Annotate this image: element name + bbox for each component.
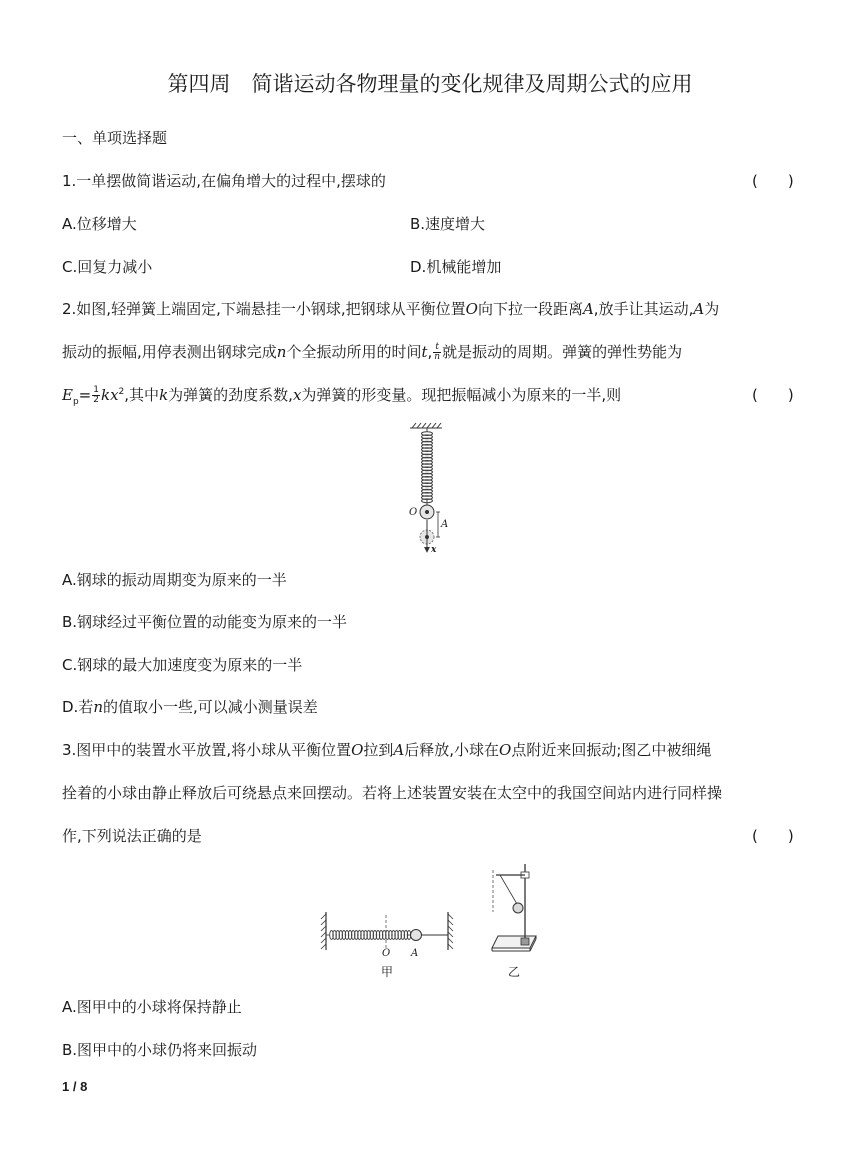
fraction-t-over-n: $\frac{t}{n}$ xyxy=(434,342,441,362)
spring-coil xyxy=(422,428,433,505)
q1-option-d: D.机械能增加 xyxy=(410,258,502,276)
q3-line-1: 3.图甲中的装置水平放置,将小球从平衡位置O拉到A后释放,小球在O点附近来回振动;图乙中被细绳 xyxy=(62,741,712,759)
q2-line-1: 2.如图,轻弹簧上端固定,下端悬挂一小钢球,把钢球从平衡位置O向下拉一段距离A,放手让其运动,A为 xyxy=(62,300,720,318)
q3-line-2: 拴着的小球由静止释放后可绕悬点来回摆动。若将上述装置安装在太空中的我国空间站内进行同样操 xyxy=(62,784,723,802)
caption-yi: 乙 xyxy=(508,965,521,979)
pendulum-string xyxy=(500,875,517,904)
label-A-jia: A xyxy=(411,948,419,959)
label-x: x xyxy=(431,545,437,555)
q3-option-a: A.图甲中的小球将保持静止 xyxy=(62,998,242,1016)
q3-answer-paren: ( ) xyxy=(752,827,794,845)
q2-option-a: A.钢球的振动周期变为原来的一半 xyxy=(62,571,287,589)
q1-option-c: C.回复力减小 xyxy=(62,258,153,276)
figure-jia-horizontal-spring xyxy=(321,912,453,979)
q3-figures xyxy=(318,860,558,982)
q1-stem: 1.一单摆做简谐运动,在偏角增大的过程中,摆球的 xyxy=(62,172,386,190)
page-title: 第四周 简谐运动各物理量的变化规律及周期公式的应用 xyxy=(167,72,693,96)
q2-option-d: D.若n的值取小一些,可以减小测量误差 xyxy=(62,698,318,716)
q2-option-c: C.钢球的最大加速度变为原来的一半 xyxy=(62,656,303,674)
caption-jia: 甲 xyxy=(381,965,394,979)
horizontal-spring-coil xyxy=(326,931,411,940)
fraction-one-half: $\frac{1}{2}$ xyxy=(93,385,99,405)
q2-line-2: 振动的振幅,用停表测出钢球完成n个全振动所用的时间t, $\frac{t}{n}$ 就是振动的周期。弹簧的弹性势能为 xyxy=(62,342,683,362)
q2-line-3: $E_p=$ $\frac{1}{2}$ $kx^2$,其中k为弹簧的劲度系数,x为弹簧的形变量。现把振幅减小为原来的一半,则 xyxy=(62,385,622,407)
q1-answer-paren: ( ) xyxy=(752,172,794,190)
q2-option-b: B.钢球经过平衡位置的动能变为原来的一半 xyxy=(62,613,348,631)
label-O: O xyxy=(409,507,418,518)
pendulum-ball xyxy=(513,903,523,913)
label-O-jia: O xyxy=(382,948,391,959)
section-heading: 一、单项选择题 xyxy=(62,129,168,147)
ceiling-hatch xyxy=(410,423,442,428)
q3-line-3: 作,下列说法正确的是 xyxy=(62,827,202,845)
label-A: A xyxy=(441,519,449,530)
stand-base xyxy=(492,936,536,948)
q3-option-b: B.图甲中的小球仍将来回振动 xyxy=(62,1041,258,1059)
q1-option-b: B.速度增大 xyxy=(410,215,486,233)
q1-option-a: A.位移增大 xyxy=(62,215,137,233)
figure-yi-pendulum-stand xyxy=(492,864,536,979)
page-number: 1 / 8 xyxy=(62,1079,88,1094)
spring-pendulum-figure xyxy=(395,420,465,555)
q2-answer-paren: ( ) xyxy=(752,386,794,404)
ball-jia xyxy=(411,930,422,941)
